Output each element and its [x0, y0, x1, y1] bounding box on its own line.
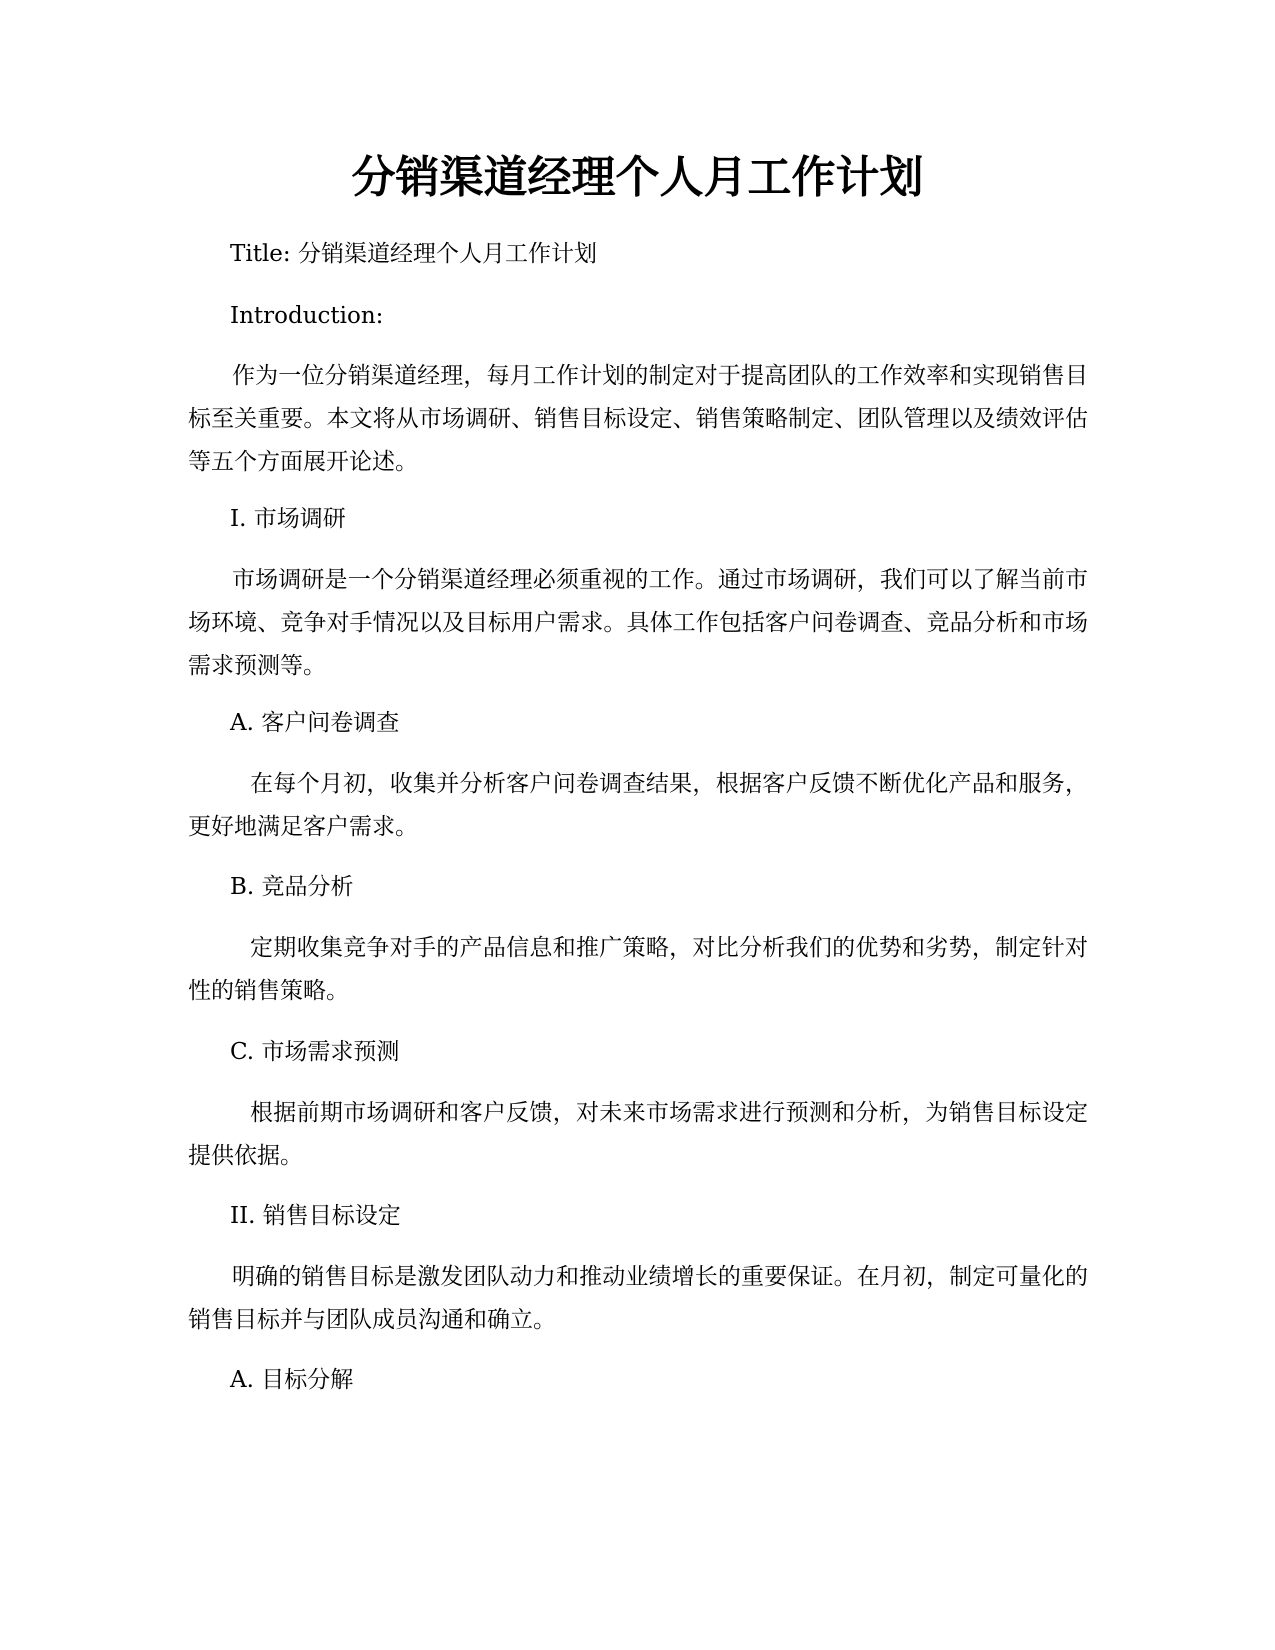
subsection-b-paragraph: 定期收集竞争对手的产品信息和推广策略，对比分析我们的优势和劣势，制定针对性的销售策略。	[188, 935, 1088, 1004]
section-1-paragraph: 市场调研是一个分销渠道经理必须重视的工作。通过市场调研，我们可以了解当前市场环境、竞争对手情况以及目标用户需求。具体工作包括客户问卷调查、竞品分析和市场需求预测等。	[188, 567, 1088, 679]
section-2-paragraph: 明确的销售目标是激发团队动力和推动业绩增长的重要保证。在月初，制定可量化的销售目标并与团队成员沟通和确立。	[188, 1264, 1088, 1333]
subsection-c-heading: C. 市场需求预测	[230, 1039, 400, 1065]
subsection-a-paragraph: 在每个月初，收集并分析客户问卷调查结果，根据客户反馈不断优化产品和服务，更好地满足客户需求。	[188, 771, 1088, 840]
section-2-subsection-a-heading: A. 目标分解	[230, 1367, 354, 1393]
subsection-c-paragraph: 根据前期市场调研和客户反馈，对未来市场需求进行预测和分析，为销售目标设定提供依据。	[188, 1100, 1088, 1169]
subsection-a-heading: A. 客户问卷调查	[230, 710, 400, 736]
document-title: 分销渠道经理个人月工作计划	[351, 152, 924, 203]
intro-heading: Introduction:	[230, 303, 384, 329]
section-1-heading: I. 市场调研	[230, 506, 346, 532]
section-2-heading: II. 销售目标设定	[230, 1203, 401, 1229]
subsection-b-heading: B. 竞品分析	[230, 874, 354, 900]
intro-paragraph: 作为一位分销渠道经理，每月工作计划的制定对于提高团队的工作效率和实现销售目标至关重要。本文将从市场调研、销售目标设定、销售策略制定、团队管理以及绩效评估等五个方面展开论述。	[188, 363, 1088, 475]
title-line: Title: 分销渠道经理个人月工作计划	[230, 241, 597, 267]
